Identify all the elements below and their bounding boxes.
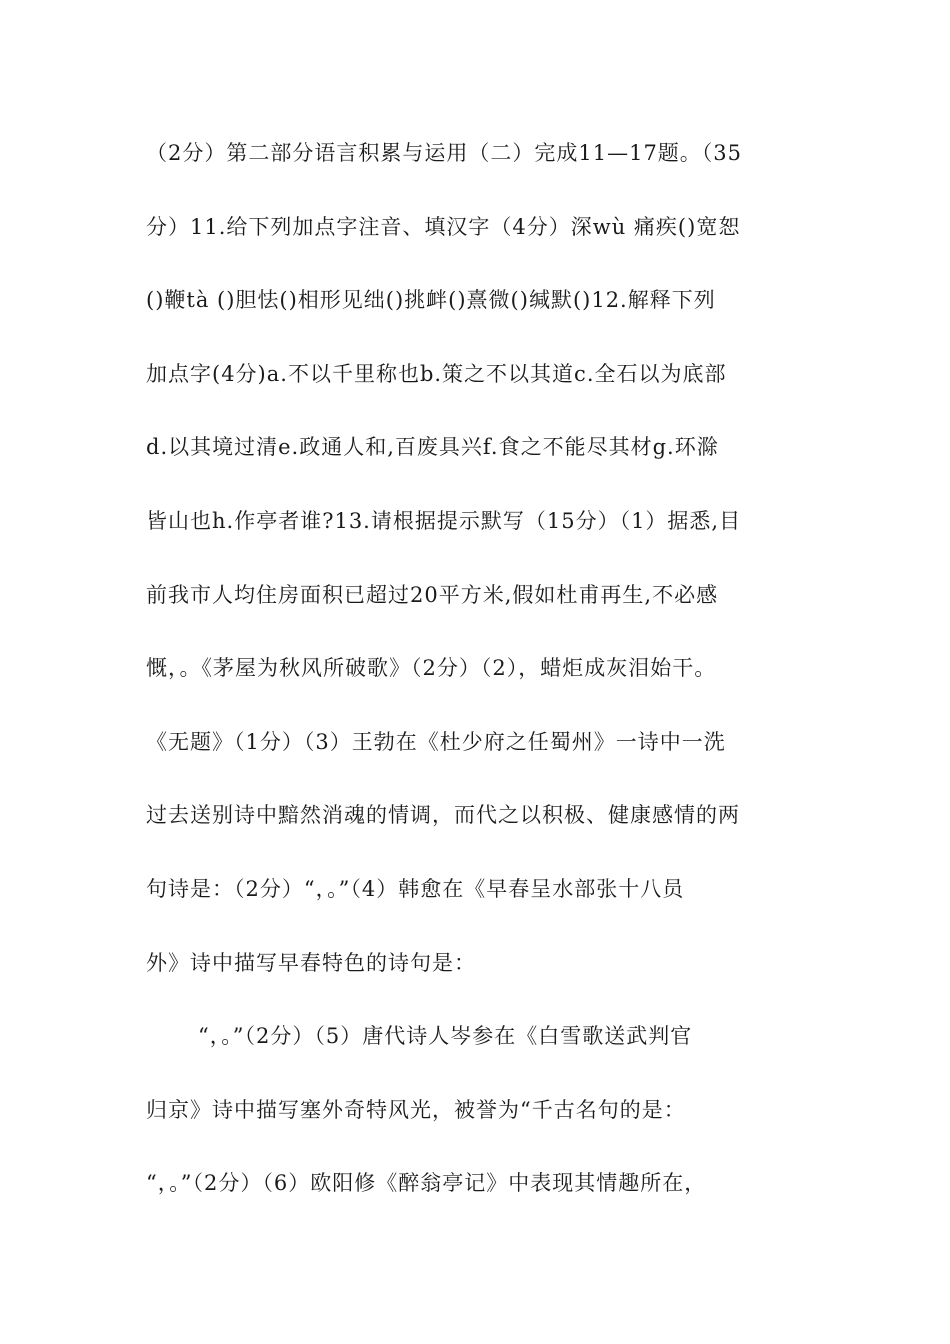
text-line-5: d.以其境过清e.政通人和,百废具兴f.食之不能尽其材g.环滁 (146, 435, 719, 460)
text-line-6: 皆山也h.作亭者谁?13.请根据提示默写（15分）（1）据悉,目 (146, 508, 742, 533)
text-line-14: 归京》诗中描写塞外奇特风光，被誉为“千古名句的是： (146, 1097, 686, 1122)
text-line-9: 《无题》（1分）（3）王勃在《杜少府之任蜀州》一诗中一洗 (146, 729, 726, 754)
text-line-3: ()鞭tà ()胆怯()相形见绌()挑衅()熹微()缄默()12.解释下列 (146, 288, 716, 313)
text-line-13: “，。”（2分）（5）唐代诗人岑参在《白雪歌送武判官 (198, 1024, 693, 1049)
text-line-2: 分）11.给下列加点字注音、填汉字（4分）深wù 痛疾()宽恕 (146, 214, 741, 239)
text-line-15: “，。”（2分）（6）欧阳修《醉翁亭记》中表现其情趣所在， (146, 1171, 707, 1196)
text-line-12: 外》诗中描写早春特色的诗句是： (146, 950, 476, 975)
text-line-10: 过去送别诗中黯然消魂的情调，而代之以积极、健康感情的两 (146, 803, 740, 828)
text-line-8: 慨，。《茅屋为秋风所破歌》（2分）（2），蜡炬成灰泪始干。 (146, 656, 717, 681)
text-line-1: （2分）第二部分语言积累与运用（二）完成11—17题。（35 (146, 141, 743, 165)
text-line-11: 句诗是：（2分）“，。”（4）韩愈在《早春呈水部张十八员 (146, 876, 685, 901)
document-body (146, 130, 826, 1234)
text-line-4: 加点字(4分)a.不以千里称也b.策之不以其道c.全石以为底部 (146, 361, 727, 386)
text-line-7: 前我市人均住房面积已超过20平方米,假如杜甫再生,不必感 (146, 582, 719, 607)
